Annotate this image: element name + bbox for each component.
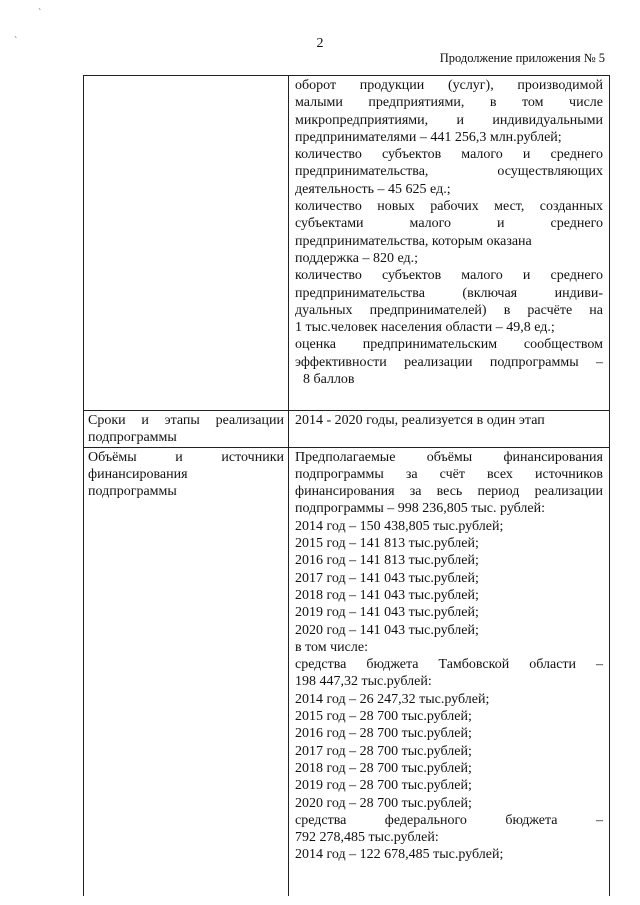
row-value-line: подпрограммы – 998 236,805 тыс. рублей:: [295, 501, 546, 517]
row-value-line: оценка предпринимательским сообществом: [295, 337, 603, 353]
row-value-line: Предполагаемые объёмы финансирования: [295, 449, 603, 465]
passport-table: [83, 75, 610, 896]
row-value-line: 2018 год – 141 043 тыс.рублей;: [295, 587, 479, 603]
row-value-line: поддержка – 820 ед.;: [295, 250, 419, 266]
scan-speck: `: [38, 8, 42, 19]
row-value-line: субъектами малого и среднего: [295, 216, 603, 232]
row-value-line: количество субъектов малого и среднего: [295, 268, 603, 284]
table-row: [84, 76, 610, 411]
row-value-line: предпринимателями – 441 256,3 млн.рублей;: [295, 129, 562, 145]
row-value-line: предпринимательства (включая индиви-: [295, 285, 603, 301]
row-label-line: Сроки и этапы реализации: [88, 413, 284, 428]
page-number: 2: [316, 36, 324, 51]
row-value-line: 2020 год – 141 043 тыс.рублей;: [295, 622, 479, 638]
row-label-line: подпрограммы: [88, 430, 177, 446]
row-value-line: 2020 год – 28 700 тыс.рублей;: [295, 795, 472, 811]
appendix-continuation-note: Продолжение приложения № 5: [439, 51, 605, 65]
row-label-cell: [84, 76, 289, 411]
row-value-line: 2015 год – 28 700 тыс.рублей;: [295, 709, 472, 725]
row-value-line: 2014 - 2020 годы, реализуется в один этап: [295, 413, 545, 428]
row-value-line: 2014 год – 122 678,485 тыс.рублей;: [295, 847, 504, 863]
row-value-line: количество субъектов малого и среднего: [295, 147, 603, 163]
row-value-line: средства федерального бюджета –: [295, 812, 603, 828]
row-value-cell: [289, 76, 610, 411]
row-value-line: 198 447,32 тыс.рублей:: [295, 674, 432, 690]
row-value-line: малыми предприятиями, в том числе: [295, 95, 603, 111]
row-value-line: деятельность – 45 625 ед.;: [295, 181, 451, 197]
row-value-line: эффективности реализации подпрограммы –: [295, 354, 603, 370]
row-value-line: 2019 год – 141 043 тыс.рублей;: [295, 605, 479, 621]
scan-speck: `: [14, 36, 18, 47]
row-value-line: 2014 год – 26 247,32 тыс.рублей;: [295, 691, 490, 707]
row-value-cell: [289, 447, 610, 896]
row-value-line: микропредприятиями, и индивидуальными: [295, 112, 603, 128]
row-value-line: 2018 год – 28 700 тыс.рублей;: [295, 760, 472, 776]
row-value-line: 8 баллов: [303, 372, 355, 388]
row-label-line: подпрограммы: [88, 484, 177, 500]
row-value-line: 2016 год – 141 813 тыс.рублей;: [295, 553, 479, 569]
row-value-line: 2014 год – 150 438,805 тыс.рублей;: [295, 518, 504, 534]
row-label-line: Объёмы и источники: [88, 449, 284, 465]
row-value-line: количество новых рабочих мест, созданных: [295, 199, 603, 215]
row-value-line: в том числе:: [295, 639, 368, 655]
row-label-cell: [84, 411, 289, 448]
row-value-line: оборот продукции (услуг), производимой: [295, 78, 603, 93]
row-value-line: предпринимательства, которым оказана: [295, 233, 532, 249]
row-value-line: 2015 год – 141 813 тыс.рублей;: [295, 536, 479, 552]
row-value-line: подпрограммы за счёт всех источников: [295, 466, 603, 482]
row-value-line: 2019 год – 28 700 тыс.рублей;: [295, 778, 472, 794]
table-row: [84, 447, 610, 896]
table-row: [84, 411, 610, 448]
row-value-line: 2017 год – 28 700 тыс.рублей;: [295, 743, 472, 759]
row-value-line: финансирования за весь период реализации: [295, 484, 603, 500]
row-value-cell: [289, 411, 610, 448]
row-value-line: средства бюджета Тамбовской области –: [295, 657, 603, 673]
row-value-line: 792 278,485 тыс.рублей:: [295, 830, 439, 846]
row-label-line: финансирования: [88, 466, 188, 482]
row-value-line: дуальных предпринимателей) в расчёте на: [295, 302, 603, 318]
row-value-line: предпринимательства, осуществляющих: [295, 164, 603, 180]
row-value-line: 1 тыс.человек населения области – 49,8 ед.;: [295, 320, 555, 336]
row-label-cell: [84, 447, 289, 896]
row-value-line: 2016 год – 28 700 тыс.рублей;: [295, 726, 472, 742]
row-value-line: 2017 год – 141 043 тыс.рублей;: [295, 570, 479, 586]
